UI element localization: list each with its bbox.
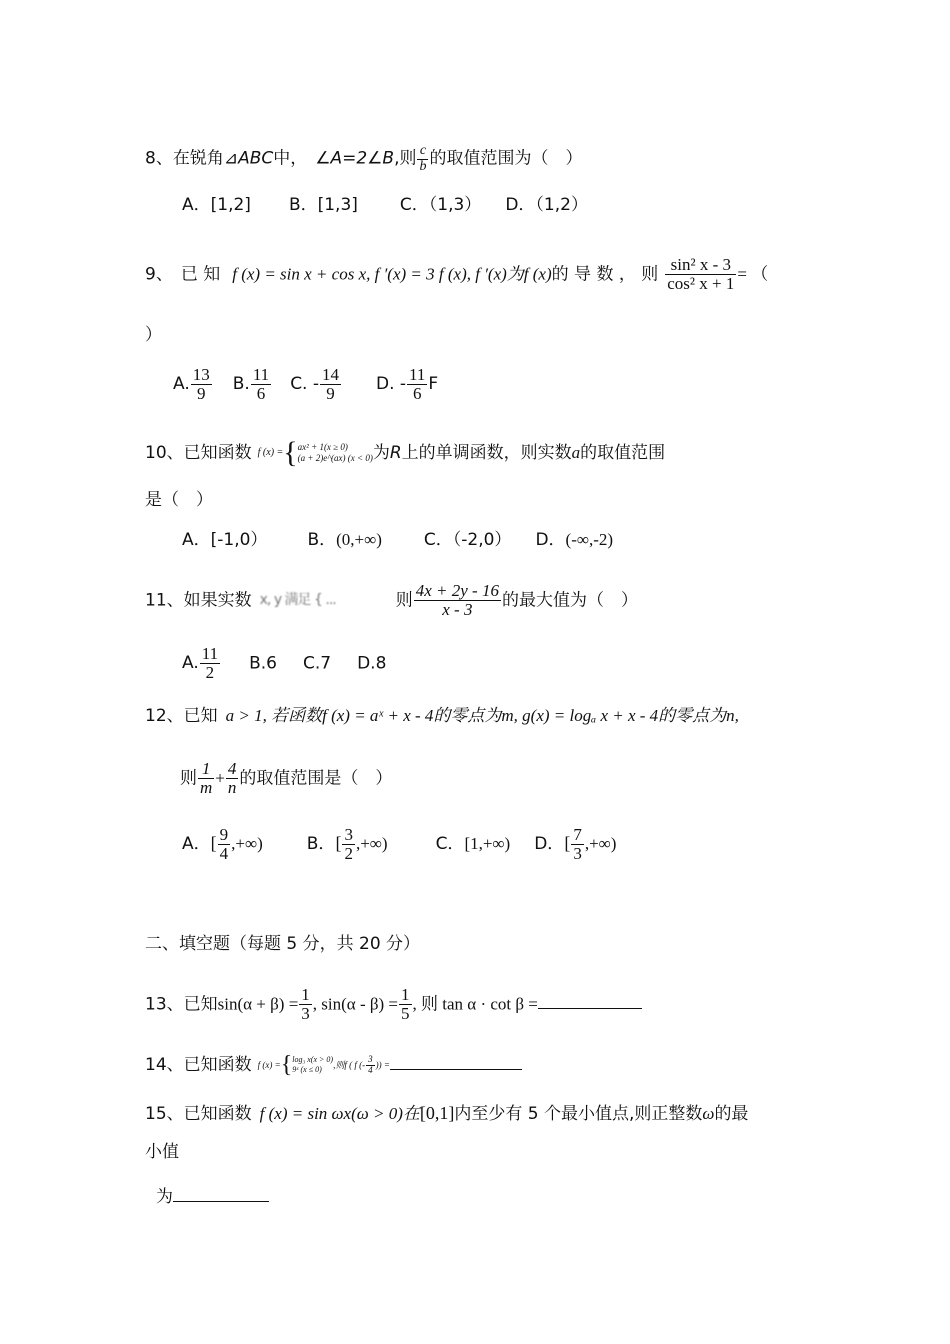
q9-fraction: $\frac{\text{sin² x - 3}}{\text{cos² x + 1}}$ (667, 255, 735, 293)
q15-text-end: 的最 (714, 1104, 749, 1124)
q13-expr-2: , sin(α - β) = (312, 994, 399, 1014)
q15-interval: [0,1] (419, 1103, 455, 1123)
q9-number: 9、 (145, 264, 173, 285)
q12-plus: + (215, 768, 225, 788)
q10-text-post: 上的单调函数，则实数 (401, 443, 572, 463)
q11-option-c: C.7 (303, 653, 332, 674)
q12-then: 则 (180, 768, 197, 788)
q8-option-d: D．（1,2） (505, 195, 588, 215)
q15-line2: 小值 (145, 1142, 179, 1162)
q8-angle: ∠A=2∠B (315, 148, 395, 169)
q10-option-b-value: (0,+∞) (336, 530, 382, 549)
q9-option-c: C. - $\frac{14}{9}$ (290, 365, 339, 403)
q12-condition: a > 1, 若函数f (x) = aˣ + x - 4的零点为m, g(x) = logₐ x + x - 4的零点为n, (225, 706, 739, 725)
q10-text-mid: 为 (372, 443, 390, 463)
q12-frac-1-over-m: $\frac{1}{m}$ (200, 759, 213, 797)
q10-option-d-label: D． (535, 530, 566, 550)
q8-option-c: C．（1,3） (399, 195, 482, 215)
q8-option-a: A．[1,2] (182, 195, 251, 215)
q9-text-pre: 已 知 (180, 264, 221, 285)
q14-text-pre: 已知函数 (183, 1055, 252, 1075)
q12-option-b: B．[ $\frac{3}{2}$ ,+∞) (306, 825, 388, 863)
q8-then: ,则 (394, 148, 417, 169)
q9-option-b: B. $\frac{11}{6}$ (232, 365, 270, 403)
q14-stem (145, 1053, 522, 1077)
q15-number: 15、 (145, 1104, 184, 1124)
q13-expr-3: , 则 tan α · cot β = (412, 994, 538, 1014)
q12-option-d: D．[ $\frac{7}{3}$ ,+∞) (534, 825, 617, 863)
q14-post: )) = (375, 1059, 390, 1070)
q10-text-end: 的取值范围 (580, 443, 666, 463)
q12-option-c: C．[1,+∞) (435, 834, 511, 855)
q8-text-mid: 中， (273, 148, 308, 169)
q8-fraction: $\frac{c}{b}$ (419, 143, 427, 174)
q10-fname: f (x) = (257, 447, 284, 458)
q11-blurred-condition: x, y 满足 { ... (259, 592, 336, 609)
q14-answer-blank (390, 1053, 522, 1070)
q8-number: 8、 (145, 148, 173, 169)
q8-stem (145, 144, 582, 174)
q13-text-pre: 已知 (183, 994, 218, 1015)
q12-number: 12、 (145, 706, 184, 726)
q15-text-post: 内至少有 5 个最小值点,则正整数 (454, 1104, 703, 1124)
q15-line3: 为 (156, 1185, 269, 1206)
q9-option-a: A. $\frac{13}{9}$ (173, 365, 210, 403)
q9-options (173, 366, 438, 403)
q12-options (182, 826, 616, 863)
q10-line2: 是（ ） (145, 490, 213, 510)
q10-number: 10、 (145, 443, 184, 463)
q11-number: 11、 (145, 590, 184, 611)
q14-then: ,则f ( f (- (333, 1059, 366, 1070)
q15-expr: f (x) = sin ωx(ω > 0)在 (259, 1104, 420, 1123)
q13-expr-1: sin(α + β) = (217, 994, 299, 1014)
q13-stem (145, 986, 642, 1023)
q13-answer-blank (538, 992, 642, 1009)
q9-text-mid: 的 导 数 ， 则 (551, 264, 659, 285)
q12-text-post: 的取值范围是（ ） (239, 768, 393, 789)
q15-answer-blank (173, 1185, 269, 1202)
q9-condition: f (x) = sin x + cos x, f ′(x) = 3 f (x), f ′(x)为f (x) (232, 264, 552, 284)
q14-number: 14、 (145, 1055, 184, 1075)
q11-then: 则 (395, 590, 413, 611)
q12-text-pre: 已知 (183, 706, 218, 726)
q11-option-b: B.6 (249, 653, 277, 674)
q11-stem (145, 582, 638, 619)
q12-option-a: A．[ $\frac{9}{4}$ ,+∞) (182, 825, 263, 863)
q8-option-b: B．[1,3] (288, 195, 358, 215)
q10-cases: ax² + 1(x ≥ 0) (a + 2)e^(ax) (x < 0) (297, 442, 373, 463)
q11-text-pre: 如果实数 (183, 590, 252, 611)
q9-stem (145, 256, 768, 293)
q11-option-d: D.8 (357, 653, 387, 674)
q10-text-pre: 已知函数 (183, 443, 252, 463)
q10-a: a (571, 443, 581, 462)
q9-close-paren: ） (145, 325, 162, 345)
q10-options (182, 531, 613, 549)
q9-tail: = （ (737, 264, 769, 284)
q8-options (182, 197, 588, 214)
q10-option-b-label: B． (307, 530, 337, 550)
q15-text-pre: 已知函数 (183, 1104, 252, 1124)
q8-text-post: 的取值范围为（ ） (429, 148, 583, 169)
q10-option-a: A．[-1,0） (182, 530, 268, 550)
q15-stem (145, 1104, 748, 1123)
q14-brace: { (280, 1052, 293, 1078)
q11-fraction: $\frac{4x + 2y - 16}{x - 3}$ (415, 581, 499, 619)
q14-cases: log₃ x(x > 0) 9ˣ (x ≤ 0) (292, 1055, 334, 1074)
q10-option-d-value: (-∞,-2) (565, 530, 614, 549)
q10-option-c: C．（-2,0） (423, 530, 512, 550)
q11-options (182, 645, 386, 682)
q14-fname: f (x) = (257, 1059, 281, 1070)
q10-stem (145, 438, 665, 468)
q12-stem (145, 707, 739, 725)
q8-text-pre: 在锐角 (172, 148, 224, 169)
q10-R: R (389, 443, 402, 463)
q11-option-a: A. $\frac{11}{2}$ (182, 644, 219, 682)
q10-brace: { (283, 436, 298, 469)
q15-omega: ω (702, 1104, 715, 1123)
q11-text-post: 的最大值为（ ） (501, 590, 638, 611)
q9-option-d: D. - $\frac{11}{6}$ F (376, 365, 439, 403)
q12-frac-4-over-n: $\frac{4}{n}$ (227, 759, 237, 797)
q8-triangle: ⊿ABC (223, 148, 274, 169)
q13-frac-1: $\frac{1}{3}$ (301, 985, 310, 1023)
q13-number: 13、 (145, 994, 184, 1015)
q14-fraction: $\frac{3}{4}$ (368, 1054, 373, 1075)
section-2-heading: 二、填空题（每题 5 分，共 20 分） (145, 934, 421, 954)
q12-line2 (180, 760, 392, 797)
q13-frac-2: $\frac{1}{5}$ (401, 985, 410, 1023)
